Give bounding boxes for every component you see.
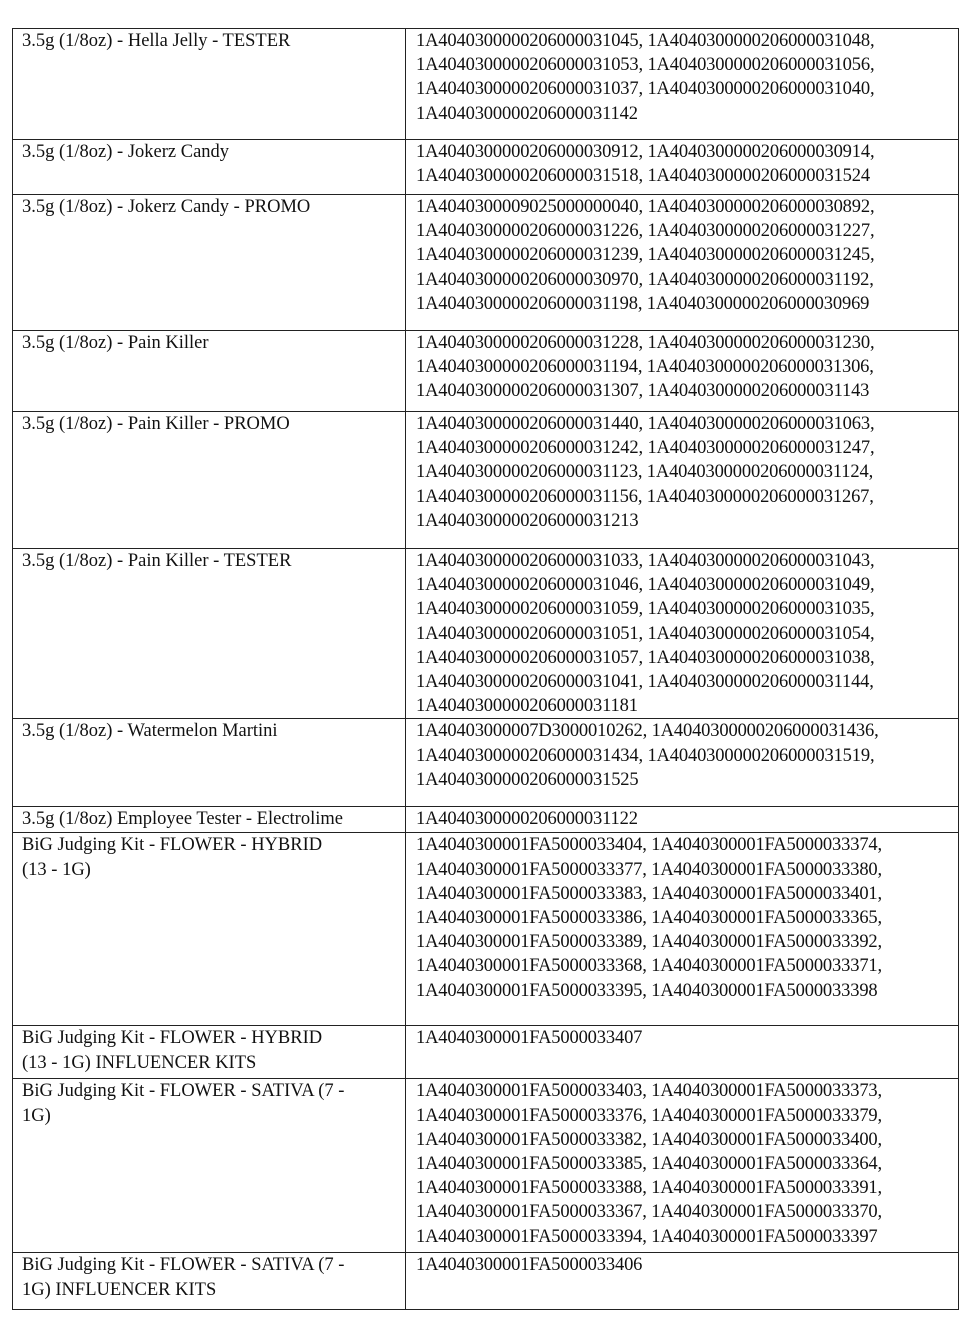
package-id-line: 1A4040300001FA5000033386, 1A4040300001FA5000033365, (416, 908, 882, 929)
package-id-line: 1A4040300001FA5000033407 (416, 1028, 643, 1049)
package-id-line: 1A4040300000206000031142 (416, 103, 638, 124)
package-id-line: 1A4040300001FA5000033406 (416, 1255, 643, 1276)
table-row (13, 1026, 959, 1079)
product-name-cell (13, 195, 406, 331)
package-ids-cell (406, 1026, 959, 1079)
package-id-line: 1A4040300000206000031239, 1A4040300000206000031245, (416, 245, 875, 266)
package-ids-cell (406, 549, 959, 719)
table-row (13, 1253, 959, 1310)
package-ids-cell (406, 331, 959, 412)
package-id-line: 1A4040300000206000031194, 1A4040300000206000031306, (416, 357, 874, 378)
product-name-line: BiG Judging Kit - FLOWER - HYBRID (22, 835, 323, 856)
package-id-line: 1A4040300001FA5000033376, 1A4040300001FA5000033379, (416, 1105, 882, 1126)
table-row (13, 833, 959, 1026)
package-ids-cell (406, 29, 959, 140)
package-id-line: 1A4040300000206000031226, 1A4040300000206000031227, (416, 221, 875, 242)
product-name-cell (13, 807, 406, 833)
product-name-cell (13, 1026, 406, 1079)
package-id-line: 1A4040300001FA5000033404, 1A4040300001FA5000033374, (416, 835, 882, 856)
package-id-line: 1A4040300000206000031059, 1A4040300000206000031035, (416, 599, 875, 620)
package-id-line: 1A4040300001FA5000033389, 1A4040300001FA5000033392, (416, 932, 882, 953)
package-id-line: 1A4040300000206000031518, 1A4040300000206000031524 (416, 166, 870, 187)
package-ids-cell (406, 140, 959, 195)
package-id-line: 1A4040300009025000000040, 1A4040300000206000030892, (416, 197, 875, 217)
package-ids-cell (406, 195, 959, 331)
package-id-line: 1A4040300000206000031228, 1A4040300000206000031230, (416, 333, 875, 353)
package-id-line: 1A4040300000206000031041, 1A4040300000206000031144, (416, 672, 874, 693)
package-id-line: 1A4040300000206000031198, 1A4040300000206000030969 (416, 293, 870, 314)
package-id-line: 1A4040300000206000031053, 1A4040300000206000031056, (416, 55, 875, 76)
table-row (13, 195, 959, 331)
product-name-line: 3.5g (1/8oz) - Hella Jelly - TESTER (22, 31, 291, 51)
package-id-line: 1A4040300000206000031213 (416, 510, 639, 531)
product-name-line: 1G) (22, 1105, 51, 1126)
package-id-line: 1A4040300000206000031045, 1A4040300000206000031048, (416, 31, 875, 51)
product-name-cell (13, 1253, 406, 1310)
package-id-line: 1A4040300000206000031046, 1A4040300000206000031049, (416, 575, 875, 596)
product-name-line: BiG Judging Kit - FLOWER - SATIVA (7 - (22, 1081, 345, 1102)
table-row (13, 549, 959, 719)
table-body (13, 29, 959, 1310)
table-row (13, 807, 959, 833)
table-row (13, 412, 959, 549)
package-id-line: 1A4040300001FA5000033382, 1A4040300001FA5000033400, (416, 1129, 882, 1150)
product-name-line: 3.5g (1/8oz) - Pain Killer - TESTER (22, 551, 292, 571)
package-id-line: 1A4040300000206000031307, 1A4040300000206000031143 (416, 381, 870, 402)
product-name-cell (13, 331, 406, 412)
product-name-line: (13 - 1G) (22, 859, 91, 880)
product-name-cell (13, 412, 406, 549)
package-id-line: 1A4040300001FA5000033367, 1A4040300001FA5000033370, (416, 1202, 882, 1223)
product-name-cell (13, 833, 406, 1026)
product-name-line: BiG Judging Kit - FLOWER - HYBRID (22, 1028, 323, 1049)
package-ids-cell (406, 1253, 959, 1310)
package-id-line: 1A4040300000206000031440, 1A4040300000206000031063, (416, 414, 875, 434)
package-id-line: 1A4040300001FA5000033383, 1A4040300001FA5000033401, (416, 883, 882, 904)
package-id-line: 1A4040300000206000030912, 1A4040300000206000030914, (416, 142, 875, 162)
package-ids-cell (406, 1079, 959, 1253)
product-name-cell (13, 140, 406, 195)
table-row (13, 331, 959, 412)
package-id-line: 1A4040300000206000031122 (416, 809, 638, 830)
product-name-line: (13 - 1G) INFLUENCER KITS (22, 1052, 257, 1073)
product-name-line: 3.5g (1/8oz) - Watermelon Martini (22, 721, 278, 742)
package-id-line: 1A4040300000206000031057, 1A4040300000206000031038, (416, 647, 875, 668)
package-id-line: 1A4040300000206000030970, 1A4040300000206000031192, (416, 269, 874, 290)
table-row (13, 29, 959, 140)
product-name-line: 3.5g (1/8oz) - Pain Killer (22, 333, 209, 353)
package-ids-cell (406, 807, 959, 833)
product-name-cell (13, 549, 406, 719)
table-row (13, 140, 959, 195)
product-name-line: 3.5g (1/8oz) - Jokerz Candy (22, 142, 230, 162)
package-id-line: 1A4040300001FA5000033368, 1A4040300001FA5000033371, (416, 956, 882, 977)
package-ids-cell (406, 833, 959, 1026)
product-name-cell (13, 719, 406, 807)
package-id-line: 1A4040300001FA5000033388, 1A4040300001FA5000033391, (416, 1178, 882, 1199)
package-id-line: 1A4040300001FA5000033394, 1A4040300001FA5000033397 (416, 1226, 878, 1247)
package-id-line: 1A4040300000206000031525 (416, 769, 639, 790)
package-id-line: 1A4040300000206000031051, 1A4040300000206000031054, (416, 623, 875, 644)
package-id-line: 1A4040300000206000031037, 1A4040300000206000031040, (416, 79, 875, 100)
package-id-line: 1A4040300000206000031033, 1A4040300000206000031043, (416, 551, 875, 571)
product-name-line: 3.5g (1/8oz) Employee Tester - Electrolime (22, 809, 343, 830)
package-ids-cell (406, 412, 959, 549)
package-id-line: 1A4040300001FA5000033395, 1A4040300001FA5000033398 (416, 980, 878, 1001)
package-id-line: 1A4040300001FA5000033377, 1A4040300001FA5000033380, (416, 859, 882, 880)
table-row (13, 719, 959, 807)
product-name-line: 3.5g (1/8oz) - Pain Killer - PROMO (22, 414, 290, 434)
product-name-line: BiG Judging Kit - FLOWER - SATIVA (7 - (22, 1255, 345, 1276)
package-id-line: 1A40403000007D3000010262, 1A4040300000206000031436, (416, 721, 879, 742)
product-name-line: 3.5g (1/8oz) - Jokerz Candy - PROMO (22, 197, 311, 217)
product-name-line: 1G) INFLUENCER KITS (22, 1279, 217, 1300)
table-row (13, 1079, 959, 1253)
product-name-cell (13, 1079, 406, 1253)
package-id-line: 1A4040300000206000031434, 1A4040300000206000031519, (416, 745, 875, 766)
package-id-line: 1A4040300000206000031156, 1A4040300000206000031267, (416, 486, 874, 507)
package-id-line: 1A4040300000206000031242, 1A4040300000206000031247, (416, 438, 875, 459)
package-id-line: 1A4040300000206000031123, 1A4040300000206000031124, (416, 462, 874, 483)
package-ids-cell (406, 719, 959, 807)
product-id-table (12, 28, 959, 1310)
package-id-line: 1A4040300001FA5000033403, 1A4040300001FA5000033373, (416, 1081, 882, 1102)
package-id-line: 1A4040300000206000031181 (416, 696, 638, 717)
package-id-line: 1A4040300001FA5000033385, 1A4040300001FA5000033364, (416, 1154, 882, 1175)
product-name-cell (13, 29, 406, 140)
